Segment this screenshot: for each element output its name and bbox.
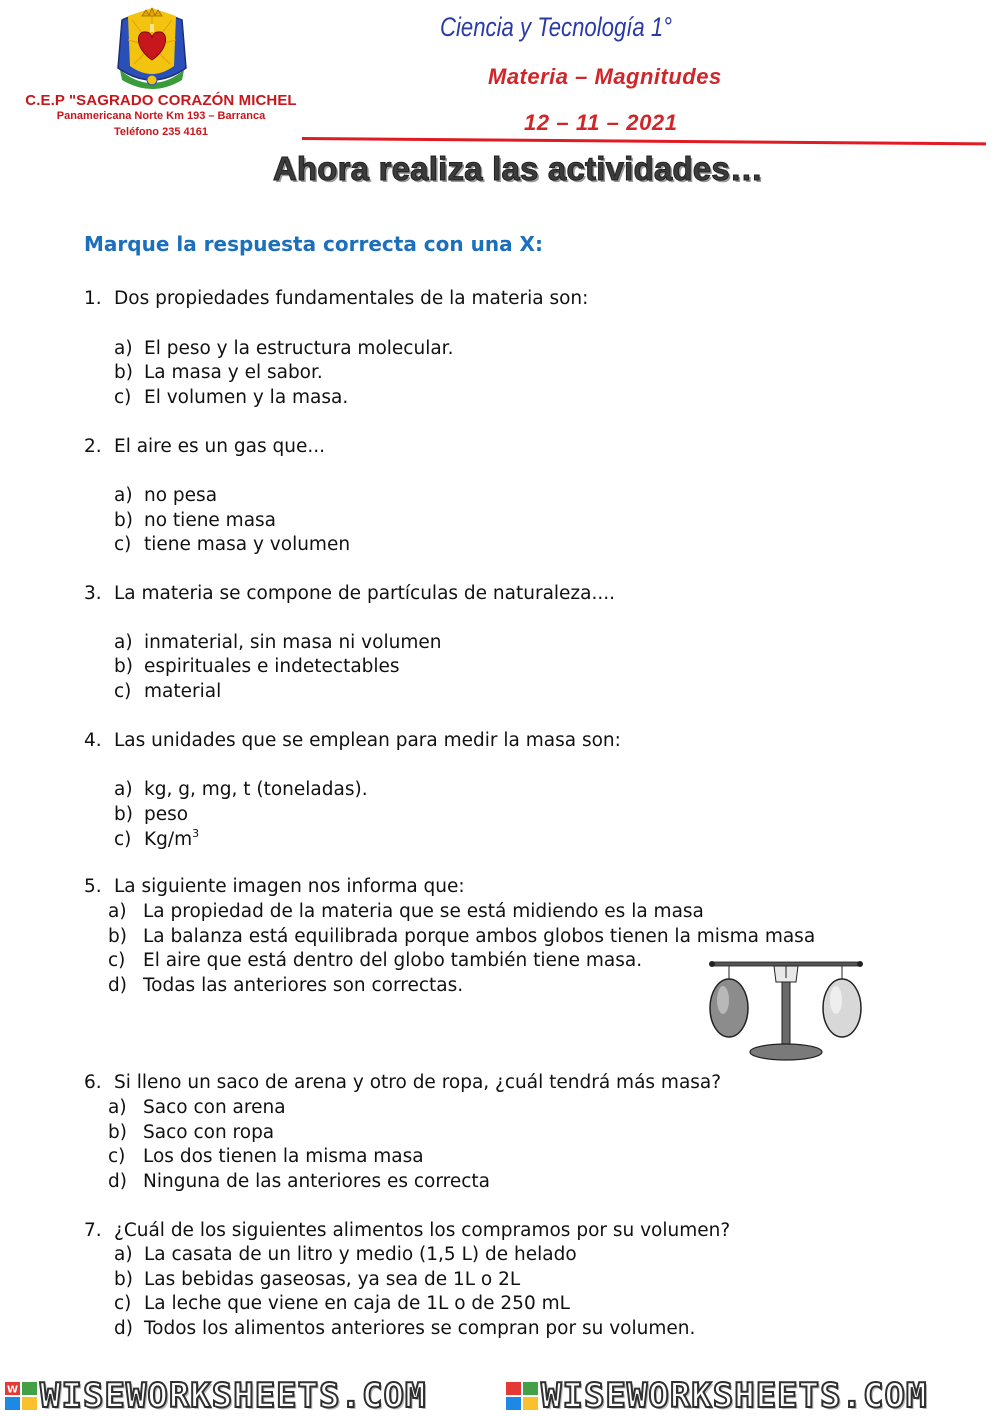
- option-letter: b): [114, 1269, 133, 1290]
- question-text: ¿Cuál de los siguientes alimentos los compramos por su volumen?: [114, 1220, 731, 1241]
- option-text[interactable]: La propiedad de la materia que se está midiendo es la masa: [143, 901, 704, 922]
- footer-watermark: [0, 1374, 1000, 1416]
- option-letter: d): [108, 1171, 127, 1192]
- option-text[interactable]: material: [144, 681, 222, 702]
- option-letter: b): [108, 926, 127, 947]
- wiseworksheets-logo-icon: [505, 1381, 539, 1411]
- question-text: Las unidades que se emplean para medir la masa son:: [114, 730, 621, 751]
- balance-scale-illustration: [704, 956, 868, 1064]
- option-text[interactable]: El aire que está dentro del globo también tiene masa.: [143, 950, 643, 971]
- option-text[interactable]: Los dos tienen la misma masa: [143, 1146, 424, 1167]
- option-text[interactable]: espirituales e indetectables: [144, 656, 400, 677]
- option-text[interactable]: Todos los alimentos anteriores se compran por su volumen.: [144, 1318, 696, 1339]
- question-number: 7.: [84, 1220, 102, 1241]
- option-text[interactable]: Todas las anteriores son correctas.: [143, 975, 464, 996]
- question-text: La materia se compone de partículas de naturaleza....: [114, 583, 615, 604]
- option-text[interactable]: La casata de un litro y medio (1,5 L) de helado: [144, 1244, 577, 1265]
- option-text[interactable]: La masa y el sabor.: [144, 362, 323, 383]
- option-letter: c): [108, 950, 126, 971]
- question-text: La siguiente imagen nos informa que:: [114, 876, 465, 897]
- topic-title: Materia – Magnitudes: [488, 64, 722, 89]
- wiseworksheets-logo-icon: [4, 1381, 38, 1411]
- question-text: El aire es un gas que...: [114, 436, 325, 457]
- question-number: 1.: [84, 288, 102, 309]
- option-text[interactable]: Saco con ropa: [143, 1122, 275, 1143]
- question-number: 6.: [84, 1072, 102, 1093]
- instruction-heading: Marque la respuesta correcta con una X:: [84, 232, 543, 256]
- option-letter: c): [108, 1146, 126, 1167]
- subject-title: Ciencia y Tecnología 1°: [440, 12, 673, 42]
- school-phone: Teléfono 235 4161: [114, 126, 208, 138]
- option-text[interactable]: Ninguna de las anteriores es correcta: [143, 1171, 490, 1192]
- school-name: C.E.P "SAGRADO CORAZÓN MICHEL: [25, 92, 297, 109]
- option-letter: b): [114, 510, 133, 531]
- worksheet-date: 12 – 11 – 2021: [524, 110, 678, 135]
- school-address: Panamericana Norte Km 193 – Barranca: [56, 110, 266, 122]
- option-letter: c): [114, 829, 132, 850]
- option-text[interactable]: [144, 826, 200, 851]
- option-text[interactable]: peso: [144, 804, 189, 825]
- option-text[interactable]: El volumen y la masa.: [144, 387, 349, 408]
- option-letter: b): [114, 656, 133, 677]
- question-number: 3.: [84, 583, 102, 604]
- option-letter: a): [108, 1097, 127, 1118]
- question-number: 4.: [84, 730, 102, 751]
- option-letter: a): [114, 485, 133, 506]
- option-letter: b): [108, 1122, 127, 1143]
- option-letter: c): [114, 1293, 132, 1314]
- watermark-text: WISEWORKSHEETS.COM: [40, 1376, 427, 1416]
- question-text: Dos propiedades fundamentales de la materia son:: [114, 288, 589, 309]
- option-letter: a): [108, 901, 127, 922]
- option-letter: c): [114, 681, 132, 702]
- question-text: Si lleno un saco de arena y otro de ropa, ¿cuál tendrá más masa?: [114, 1072, 722, 1093]
- logo-letter-w: W: [6, 1384, 19, 1396]
- question-number: 5.: [84, 876, 102, 897]
- option-letter: a): [114, 779, 133, 800]
- option-text[interactable]: no tiene masa: [144, 510, 277, 531]
- school-crest-logo: [112, 6, 192, 92]
- option-text[interactable]: El peso y la estructura molecular.: [144, 338, 454, 359]
- question-number: 2.: [84, 436, 102, 457]
- option-text[interactable]: tiene masa y volumen: [144, 534, 351, 555]
- option-letter: b): [114, 362, 133, 383]
- option-text[interactable]: Saco con arena: [143, 1097, 286, 1118]
- unit-text: Kg/m: [144, 829, 193, 850]
- option-text[interactable]: no pesa: [144, 485, 218, 506]
- option-letter: b): [114, 804, 133, 825]
- option-letter: c): [114, 387, 132, 408]
- option-letter: a): [114, 632, 133, 653]
- option-text[interactable]: kg, g, mg, t (toneladas).: [144, 779, 368, 800]
- watermark-text: WISEWORKSHEETS.COM: [541, 1376, 928, 1416]
- option-text[interactable]: La balanza está equilibrada porque ambos globos tienen la misma masa: [143, 926, 816, 947]
- option-text[interactable]: La leche que viene en caja de 1L o de 250 mL: [144, 1293, 570, 1314]
- activities-banner: Ahora realiza las actividades…: [272, 150, 764, 187]
- header-divider: [302, 137, 986, 145]
- option-text[interactable]: Las bebidas gaseosas, ya sea de 1L o 2L: [144, 1269, 521, 1290]
- option-text[interactable]: inmaterial, sin masa ni volumen: [144, 632, 442, 653]
- option-letter: d): [114, 1318, 133, 1339]
- option-letter: a): [114, 338, 133, 359]
- option-letter: a): [114, 1244, 133, 1265]
- option-letter: c): [114, 534, 132, 555]
- unit-exponent: 3: [192, 826, 200, 840]
- option-letter: d): [108, 975, 127, 996]
